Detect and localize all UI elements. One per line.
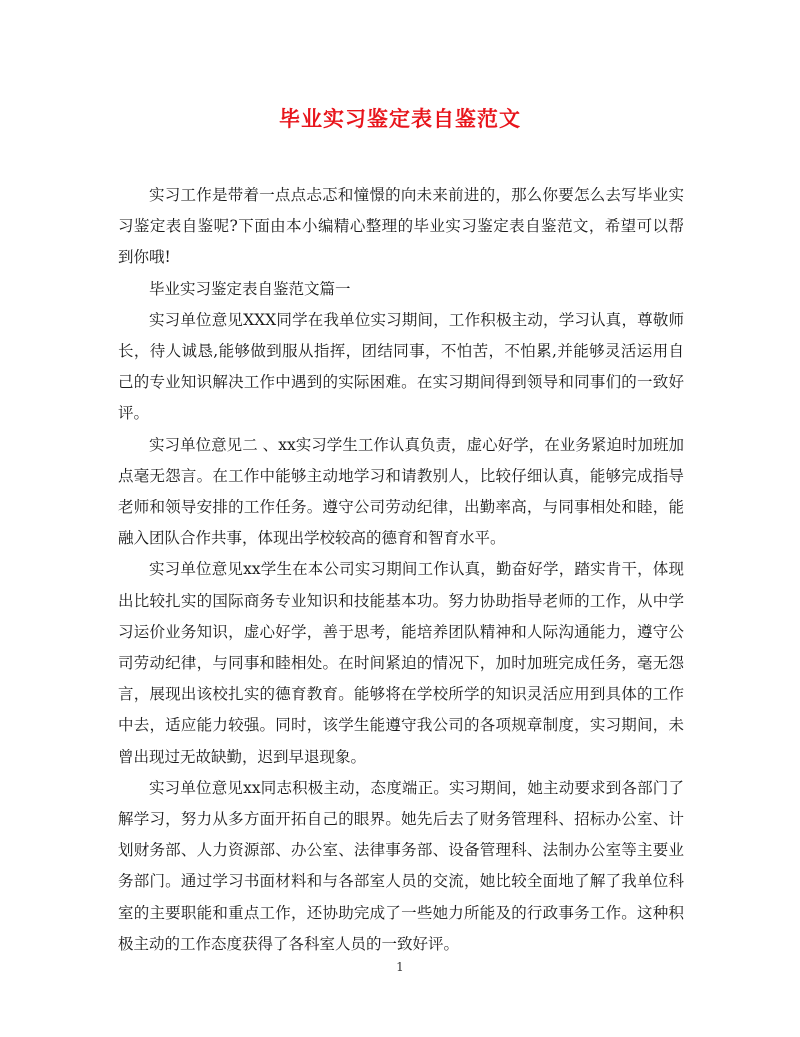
intro-paragraph: 实习工作是带着一点点忐忑和憧憬的向未来前进的，那么你要怎么去写毕业实习鉴定表自鉴呢?下面由本小编精心整理的毕业实习鉴定表自鉴范文，希望可以帮到你哦! <box>118 186 684 267</box>
document-body <box>118 180 684 960</box>
body-paragraph-1: 实习单位意见XXX同学在我单位实习期间，工作积极主动，学习认真，尊敬师长，待人诚恳,能够做到服从指挥，团结同事，不怕苦，不怕累,并能够灵活运用自己的专业知识解决工作中遇到的实际困难。在实习期间得到领导和同事们的一致好评。 <box>118 310 684 423</box>
section-heading: 毕业实习鉴定表自鉴范文篇一 <box>149 279 351 298</box>
body-paragraph-4: 实习单位意见xx同志积极主动，态度端正。实习期间，她主动要求到各部门了解学习，努力从多方面开拓自己的眼界。她先后去了财务管理科、招标办公室、计划财务部、人力资源部、办公室、法律事务部、设备管理科、法制办公室等主要业务部门。通过学习书面材料和与各部室人员的交流，她比较全面地了解了我单位科室的主要职能和重点工作，还协助完成了一些她力所能及的行政事务工作。这种积极主动的工作态度获得了各科室人员的一致好评。 <box>118 778 684 953</box>
body-paragraph-3: 实习单位意见xx学生在本公司实习期间工作认真，勤奋好学，踏实肯干，体现出比较扎实的国际商务专业知识和技能基本功。努力协助指导老师的工作，从中学习运价业务知识，虚心好学，善于思考，能培养团队精神和人际沟通能力，遵守公司劳动纪律，与同事和睦相处。在时间紧迫的情况下，加时加班完成任务，毫无怨言，展现出该校扎实的德育教育。能够将在学校所学的知识灵活应用到具体的工作中去，适应能力较强。同时，该学生能遵守我公司的各项规章制度，实习期间，未曾出现过无故缺勤，迟到早退现象。 <box>118 560 684 766</box>
document-title: 毕业实习鉴定表自鉴范文 <box>279 106 521 131</box>
page-number: 1 <box>396 960 404 974</box>
body-paragraph-2: 实习单位意见二 、xx实习学生工作认真负责，虚心好学，在业务紧迫时加班加点毫无怨言。在工作中能够主动地学习和请教别人，比较仔细认真，能够完成指导老师和领导安排的工作任务。遵守公司劳动纪律，出勤率高，与同事相处和睦，能融入团队合作共事，体现出学校较高的德育和智育水平。 <box>118 435 684 548</box>
